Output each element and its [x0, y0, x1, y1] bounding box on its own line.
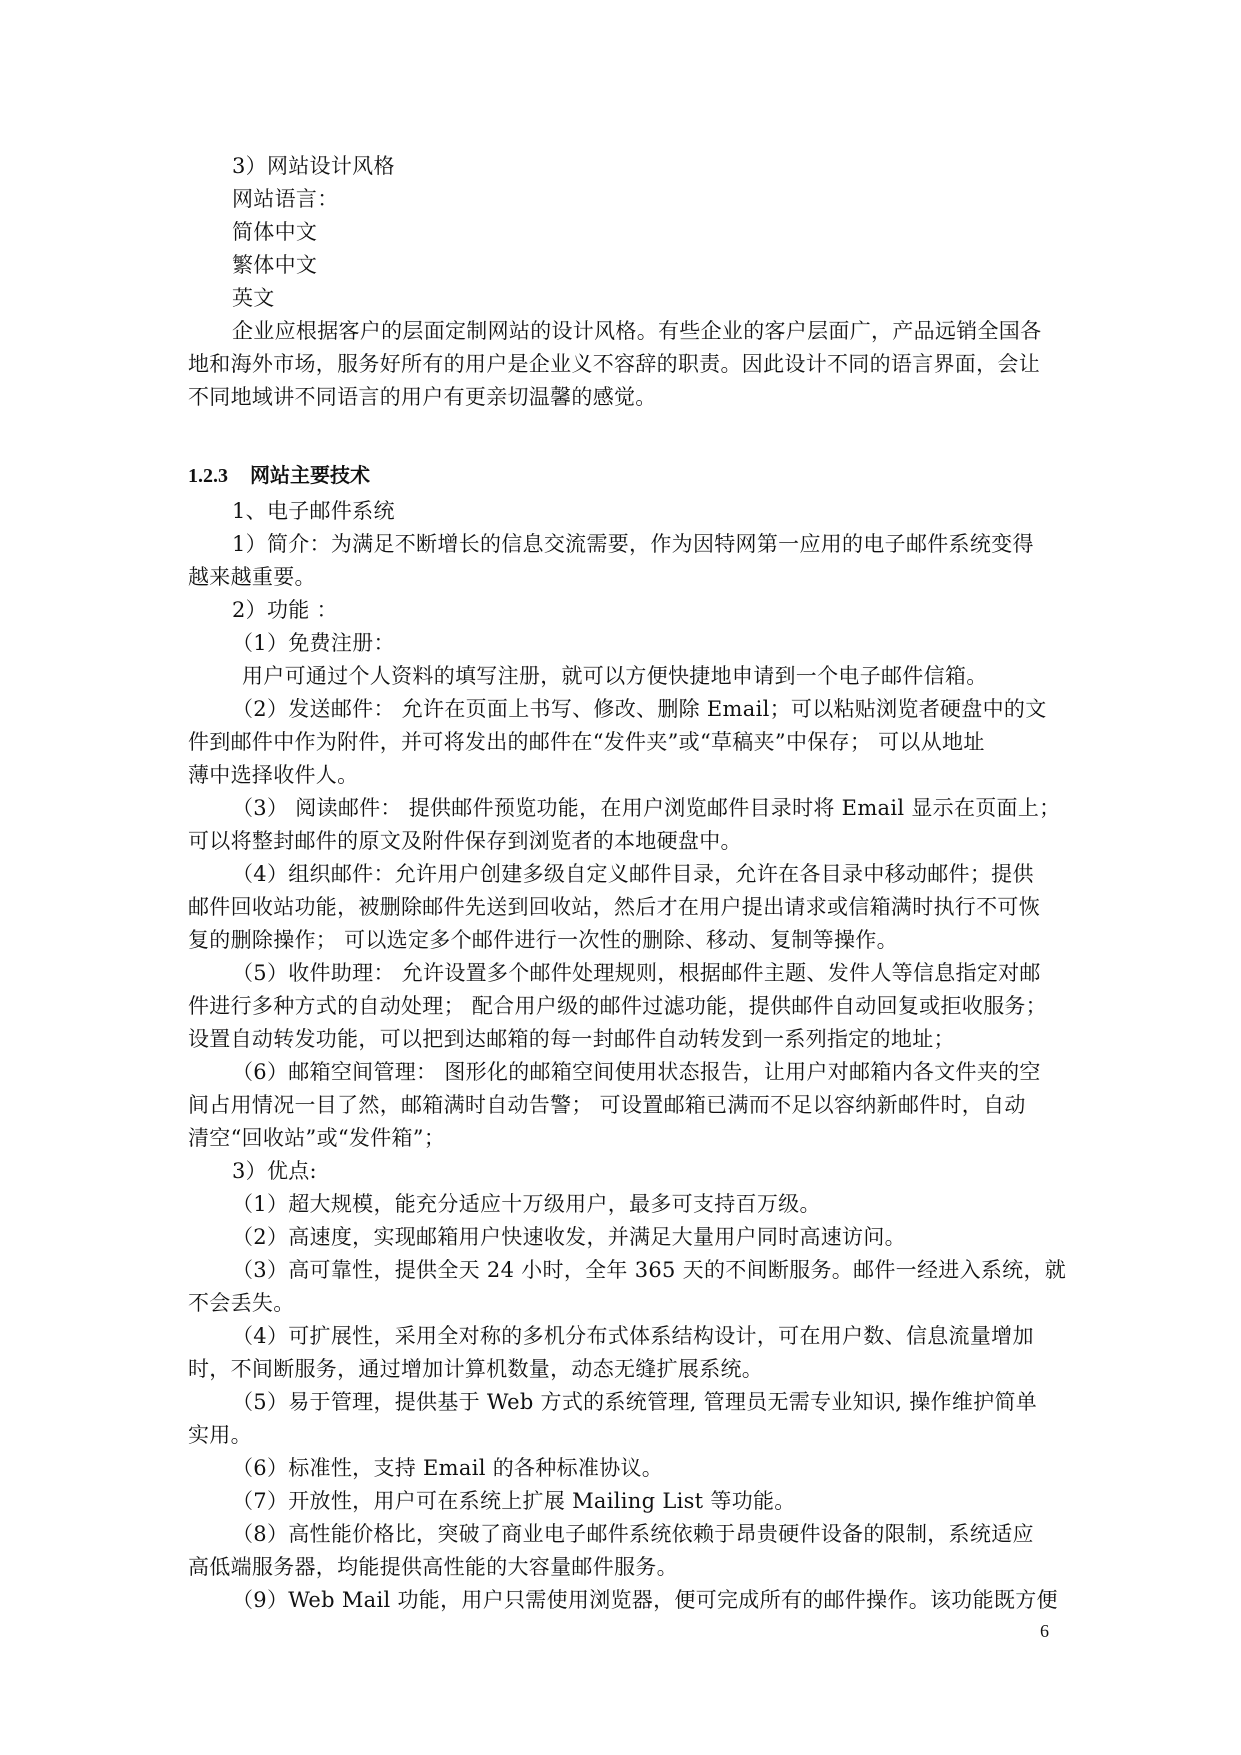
- paragraph-line: （3） 阅读邮件： 提供邮件预览功能，在用户浏览邮件目录时将 Email 显示在页面上；: [232, 796, 1061, 820]
- paragraph-line: （4）可扩展性，采用全对称的多机分布式体系结构设计，可在用户数、信息流量增加: [232, 1324, 1034, 1348]
- paragraph-line: （7）开放性，用户可在系统上扩展 Mailing List 等功能。: [232, 1489, 796, 1513]
- paragraph-line: 不同地域讲不同语言的用户有更亲切温馨的感觉。: [188, 385, 657, 409]
- paragraph-line: （5）收件助理： 允许设置多个邮件处理规则，根据邮件主题、发件人等信息指定对邮: [232, 961, 1041, 985]
- paragraph-line: （9）Web Mail 功能，用户只需使用浏览器，便可完成所有的邮件操作。该功能既方便: [232, 1588, 1058, 1612]
- paragraph-line: （2）发送邮件： 允许在页面上书写、修改、删除 Email；可以粘贴浏览者硬盘中的文: [232, 697, 1047, 721]
- paragraph-line: 用户可通过个人资料的填写注册，就可以方便快捷地申请到一个电子邮件信箱。: [242, 664, 988, 688]
- paragraph-line: 1、电子邮件系统: [232, 499, 395, 523]
- page-number: 6: [1040, 1621, 1049, 1641]
- paragraph-line: 企业应根据客户的层面定制网站的设计风格。有些企业的客户层面广，产品远销全国各: [232, 319, 1042, 343]
- paragraph-line: 2）功能 ：: [232, 598, 338, 622]
- section-number: 1.2.3: [188, 465, 228, 487]
- paragraph-line: 邮件回收站功能，被删除邮件先送到回收站，然后才在用户提出请求或信箱满时执行不可恢: [188, 895, 1040, 919]
- paragraph-line: （6）邮箱空间管理： 图形化的邮箱空间使用状态报告，让用户对邮箱内各文件夹的空: [232, 1060, 1041, 1084]
- paragraph-line: 1）简介：为满足不断增长的信息交流需要，作为因特网第一应用的电子邮件系统变得: [232, 532, 1034, 556]
- paragraph-line: （5）易于管理，提供基于 Web 方式的系统管理, 管理员无需专业知识, 操作维护简单: [232, 1390, 1038, 1414]
- paragraph-line: （6）标准性，支持 Email 的各种标准协议。: [232, 1456, 664, 1480]
- language-item: 繁体中文: [232, 253, 318, 277]
- paragraph-line: （4）组织邮件：允许用户创建多级自定义邮件目录，允许在各目录中移动邮件；提供: [232, 862, 1034, 886]
- paragraph-line: 高低端服务器，均能提供高性能的大容量邮件服务。: [188, 1555, 678, 1579]
- paragraph-line: 间占用情况一目了然，邮箱满时自动告警； 可设置邮箱已满而不足以容纳新邮件时，自动: [188, 1093, 1026, 1117]
- paragraph-line: （3）高可靠性，提供全天 24 小时，全年 365 天的不间断服务。邮件一经进入系统，就: [232, 1258, 1067, 1282]
- language-item: 简体中文: [232, 220, 318, 244]
- paragraph-line: （1）免费注册：: [232, 631, 395, 655]
- paragraph-line: 地和海外市场，服务好所有的用户是企业义不容辞的职责。因此设计不同的语言界面，会让: [188, 352, 1040, 376]
- paragraph-line: 3）优点:: [232, 1159, 317, 1183]
- paragraph-line: 可以将整封邮件的原文及附件保存到浏览者的本地硬盘中。: [188, 829, 742, 853]
- paragraph-line: 件进行多种方式的自动处理； 配合用户级的邮件过滤功能，提供邮件自动回复或拒收服务；: [188, 994, 1047, 1018]
- language-label: 网站语言：: [232, 187, 339, 211]
- paragraph-line: （8）高性能价格比，突破了商业电子邮件系统依赖于昂贵硬件设备的限制，系统适应: [232, 1522, 1034, 1546]
- paragraph-line: 复的删除操作； 可以选定多个邮件进行一次性的删除、移动、复制等操作。: [188, 928, 898, 952]
- paragraph-line: （2）高速度，实现邮箱用户快速收发，并满足大量用户同时高速访问。: [232, 1225, 906, 1249]
- paragraph-line: 清空“回收站”或“发件箱”；: [188, 1126, 446, 1150]
- paragraph-line: 薄中选择收件人。: [188, 763, 359, 787]
- language-item: 英文: [232, 286, 275, 310]
- paragraph-line: 时，不间断服务，通过增加计算机数量，动态无缝扩展系统。: [188, 1357, 764, 1381]
- paragraph-line: 设置自动转发功能，可以把到达邮箱的每一封邮件自动转发到一系列指定的地址；: [188, 1027, 955, 1051]
- paragraph-line: 件到邮件中作为附件，并可将发出的邮件在“发件夹”或“草稿夹”中保存； 可以从地址: [188, 730, 985, 754]
- section-item-heading: 3）网站设计风格: [232, 154, 395, 178]
- paragraph-line: 越来越重要。: [188, 565, 316, 589]
- paragraph-line: （1）超大规模，能充分适应十万级用户，最多可支持百万级。: [232, 1192, 821, 1216]
- section-title: 网站主要技术: [250, 463, 370, 487]
- paragraph-line: 实用。: [188, 1423, 252, 1447]
- paragraph-line: 不会丢失。: [188, 1291, 295, 1315]
- section-heading: [188, 462, 370, 489]
